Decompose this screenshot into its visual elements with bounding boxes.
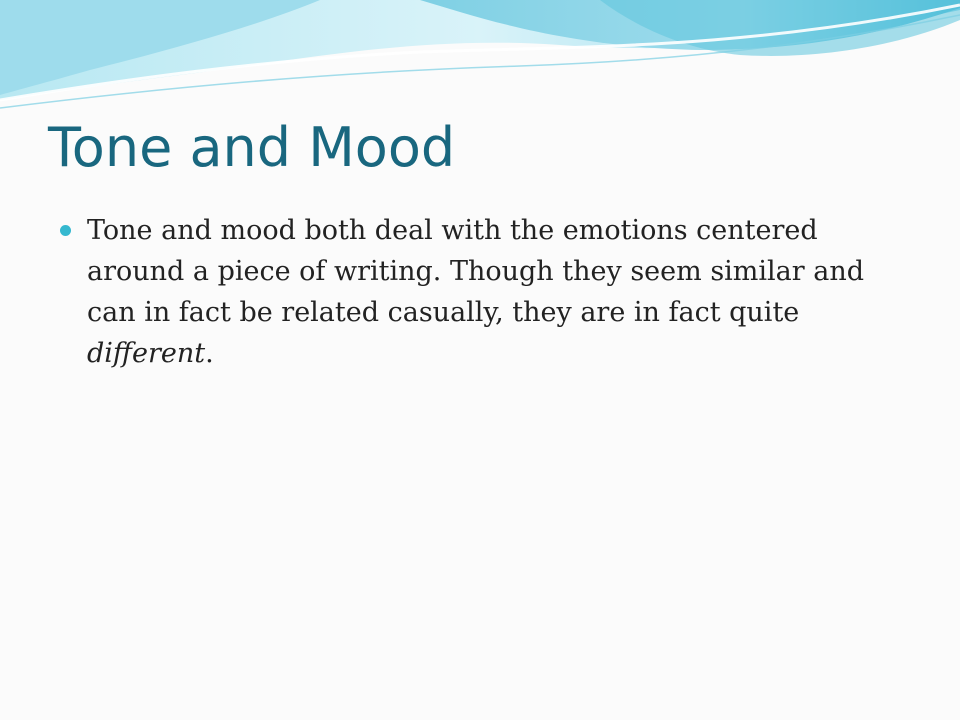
bullet-item	[60, 210, 900, 374]
bullet-emphasis-text: different	[87, 338, 206, 369]
wave-header-decoration	[0, 0, 960, 120]
bullet-dot-icon	[60, 225, 71, 236]
bullet-text: Tone and mood both deal with the emotions centered around a piece of writing. Though they seem similar and can in fact be related casually, they are in fact quite	[87, 215, 865, 328]
slide-title: Tone and Mood	[48, 116, 456, 179]
bullet-end-punctuation: .	[205, 338, 214, 369]
bullet-list	[60, 210, 900, 374]
